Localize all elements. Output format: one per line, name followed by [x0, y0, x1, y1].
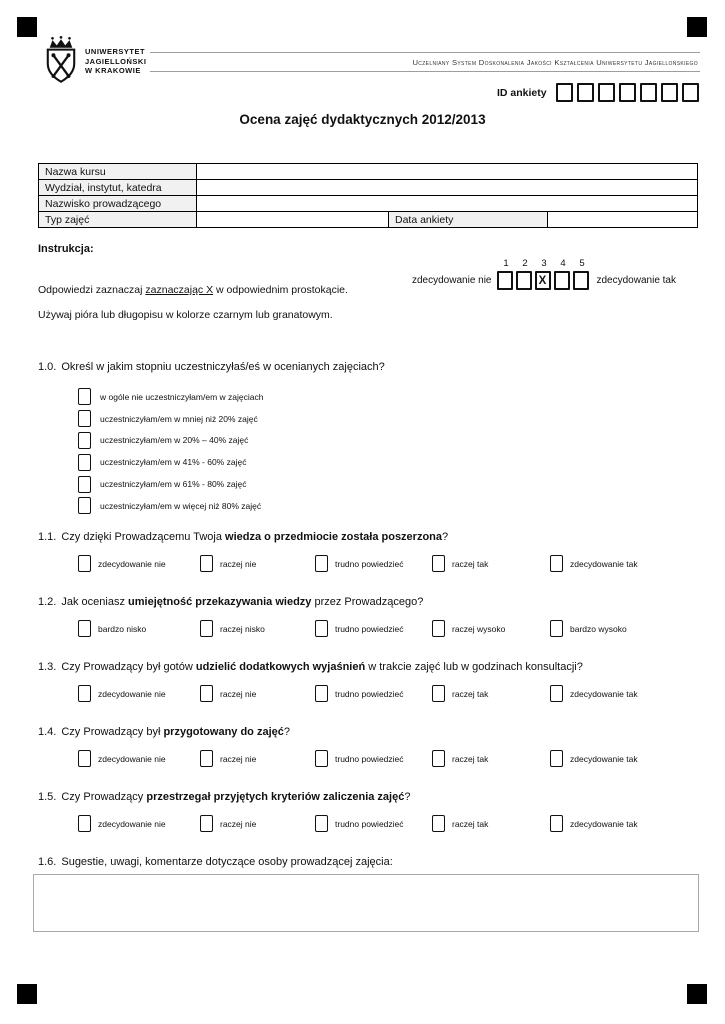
option-row: w ogóle nie uczestniczyłam/em w zajęciach [78, 386, 697, 408]
option: raczej wysoko [432, 620, 550, 637]
underlined-text: zaznaczając X [145, 284, 214, 296]
option-row: uczestniczyłam/em w mniej niż 20% zajęć [78, 408, 697, 430]
option: trudno powiedzieć [315, 620, 432, 637]
scale-checkboxes [497, 271, 592, 290]
question-text: 1.0. Określ w jakim stopniu uczestniczyłaś/eś w ocenianych zajęciach? [38, 361, 385, 373]
scale-checkbox-4[interactable] [554, 271, 570, 290]
option: raczej nisko [200, 620, 315, 637]
question-1-0 [36, 360, 697, 517]
option: zdecydowanie tak [550, 815, 697, 832]
checkbox[interactable] [78, 685, 91, 702]
logo-line: JAGIELLOŃSKI [85, 56, 147, 66]
option: zdecydowanie tak [550, 750, 697, 767]
checkbox[interactable] [200, 685, 213, 702]
registration-mark [17, 17, 37, 37]
table-row [39, 180, 698, 196]
options-row [78, 685, 697, 702]
class-type-label: Typ zajęć [39, 212, 197, 228]
question-text: 1.3. Czy Prowadzący był gotów udzielić dodatkowych wyjaśnień w trakcie zajęć lub w godzinach konsultacji? [38, 661, 583, 673]
scale-right-label: zdecydowanie tak [596, 275, 676, 286]
instructions-line2: Używaj pióra lub długopisu w kolorze czarnym lub granatowym. [38, 309, 333, 321]
checkbox[interactable] [200, 815, 213, 832]
question-1-2 [36, 595, 697, 637]
table-row [39, 164, 698, 180]
id-digit-box[interactable] [556, 83, 573, 102]
header-band [150, 52, 700, 72]
lecturer-name-input-cell[interactable] [197, 196, 698, 212]
checkbox[interactable] [550, 620, 563, 637]
checkbox[interactable] [550, 555, 563, 572]
question-text: 1.6. Sugestie, uwagi, komentarze dotyczące osoby prowadzącej zajęcia: [38, 856, 393, 868]
options-row [78, 750, 697, 767]
table-row [39, 212, 698, 228]
option-row: uczestniczyłam/em w więcej niż 80% zajęć [78, 495, 697, 517]
checkbox[interactable] [78, 497, 91, 514]
checkbox[interactable] [78, 410, 91, 427]
scale-checkbox-5[interactable] [573, 271, 589, 290]
option: zdecydowanie nie [78, 685, 200, 702]
checkbox[interactable] [315, 620, 328, 637]
question-1-6 [36, 855, 697, 932]
checkbox[interactable] [432, 620, 445, 637]
options-row [78, 555, 697, 572]
option: zdecydowanie nie [78, 555, 200, 572]
checkbox[interactable] [200, 555, 213, 572]
question-1-5 [36, 790, 697, 832]
option: zdecydowanie nie [78, 815, 200, 832]
option: trudno powiedzieć [315, 555, 432, 572]
instructions-line1: Odpowiedzi zaznaczaj zaznaczając X w odpowiednim prostokącie. [38, 284, 348, 296]
option: trudno powiedzieć [315, 685, 432, 702]
option-row: uczestniczyłam/em w 61% - 80% zajęć [78, 473, 697, 495]
logo-line: W KRAKOWIE [85, 66, 141, 75]
question-text: 1.2. Jak oceniasz umiejętność przekazywania wiedzy przez Prowadzącego? [38, 596, 424, 608]
course-name-input-cell[interactable] [197, 164, 698, 180]
question-text: 1.4. Czy Prowadzący był przygotowany do zajęć? [38, 726, 290, 738]
question-1-1 [36, 530, 697, 572]
scale-checkbox-3-marked[interactable]: X [535, 271, 551, 290]
option: raczej nie [200, 555, 315, 572]
checkbox[interactable] [432, 750, 445, 767]
option: bardzo wysoko [550, 620, 697, 637]
checkbox[interactable] [550, 750, 563, 767]
scale-checkbox-1[interactable] [497, 271, 513, 290]
checkbox[interactable] [78, 620, 91, 637]
option: zdecydowanie tak [550, 555, 697, 572]
checkbox[interactable] [78, 388, 91, 405]
comments-textarea[interactable] [33, 874, 699, 932]
checkbox[interactable] [432, 815, 445, 832]
example-scale [412, 258, 676, 290]
quality-system-text: Uczelniany System Doskonalenia Jakości Kształcenia Uniwersytetu Jagiellońskiego [412, 57, 698, 67]
faculty-input-cell[interactable] [197, 180, 698, 196]
option: raczej tak [432, 555, 550, 572]
checkbox[interactable] [550, 685, 563, 702]
registration-mark [17, 984, 37, 1004]
option: raczej tak [432, 750, 550, 767]
checkbox[interactable] [315, 685, 328, 702]
options-list [78, 386, 697, 517]
checkbox[interactable] [550, 815, 563, 832]
id-ankiety-boxes [556, 83, 699, 102]
checkbox[interactable] [315, 555, 328, 572]
table-row [39, 196, 698, 212]
checkbox[interactable] [432, 685, 445, 702]
option: raczej nie [200, 685, 315, 702]
checkbox[interactable] [78, 750, 91, 767]
logo-wordmark [85, 47, 146, 86]
question-text: 1.5. Czy Prowadzący przestrzegał przyjętych kryteriów zaliczenia zajęć? [38, 791, 411, 803]
scale-checkbox-2[interactable] [516, 271, 532, 290]
uj-crest-icon [44, 34, 78, 86]
option: raczej nie [200, 750, 315, 767]
option: trudno powiedzieć [315, 815, 432, 832]
options-row [78, 620, 697, 637]
lecturer-name-label: Nazwisko prowadzącego [39, 196, 197, 212]
id-digit-box[interactable] [619, 83, 636, 102]
checkbox[interactable] [315, 750, 328, 767]
id-digit-box[interactable] [640, 83, 657, 102]
logo-line: UNIWERSYTET [85, 47, 146, 56]
id-ankiety-label: ID ankiety [497, 87, 547, 99]
checkbox[interactable] [78, 476, 91, 493]
options-row [78, 815, 697, 832]
question-1-4 [36, 725, 697, 767]
checkbox[interactable] [78, 555, 91, 572]
option-row: uczestniczyłam/em w 41% - 60% zajęć [78, 451, 697, 473]
checkbox[interactable] [78, 432, 91, 449]
scale-numbers: 1 2 3 4 5 [503, 258, 585, 269]
course-name-label: Nazwa kursu [39, 164, 197, 180]
checkbox[interactable] [432, 555, 445, 572]
id-digit-box[interactable] [598, 83, 615, 102]
id-digit-box[interactable] [577, 83, 594, 102]
option: trudno powiedzieć [315, 750, 432, 767]
instructions-heading: Instrukcja: [38, 243, 94, 255]
question-text: 1.1. Czy dzięki Prowadzącemu Twoja wiedza o przedmiocie została poszerzona? [38, 531, 449, 543]
id-digit-box[interactable] [661, 83, 678, 102]
survey-date-input-cell[interactable] [548, 212, 698, 228]
option: raczej tak [432, 815, 550, 832]
scale-left-label: zdecydowanie nie [412, 275, 492, 286]
checkbox[interactable] [78, 815, 91, 832]
option: bardzo nisko [78, 620, 200, 637]
question-1-3 [36, 660, 697, 702]
checkbox[interactable] [200, 620, 213, 637]
faculty-label: Wydział, instytut, katedra [39, 180, 197, 196]
option-row: uczestniczyłam/em w 20% – 40% zajęć [78, 430, 697, 452]
checkbox[interactable] [200, 750, 213, 767]
class-type-input-cell[interactable] [197, 212, 389, 228]
option: zdecydowanie tak [550, 685, 697, 702]
survey-date-label: Data ankiety [389, 212, 548, 228]
scale-middle [497, 258, 592, 290]
course-info-table [38, 163, 698, 228]
checkbox[interactable] [78, 454, 91, 471]
id-digit-box[interactable] [682, 83, 699, 102]
uj-logo [44, 34, 146, 86]
registration-mark [687, 17, 707, 37]
option: raczej nie [200, 815, 315, 832]
form-title: Ocena zajęć dydaktycznych 2012/2013 [239, 112, 486, 127]
checkbox[interactable] [315, 815, 328, 832]
option: zdecydowanie nie [78, 750, 200, 767]
option: raczej tak [432, 685, 550, 702]
registration-mark [687, 984, 707, 1004]
